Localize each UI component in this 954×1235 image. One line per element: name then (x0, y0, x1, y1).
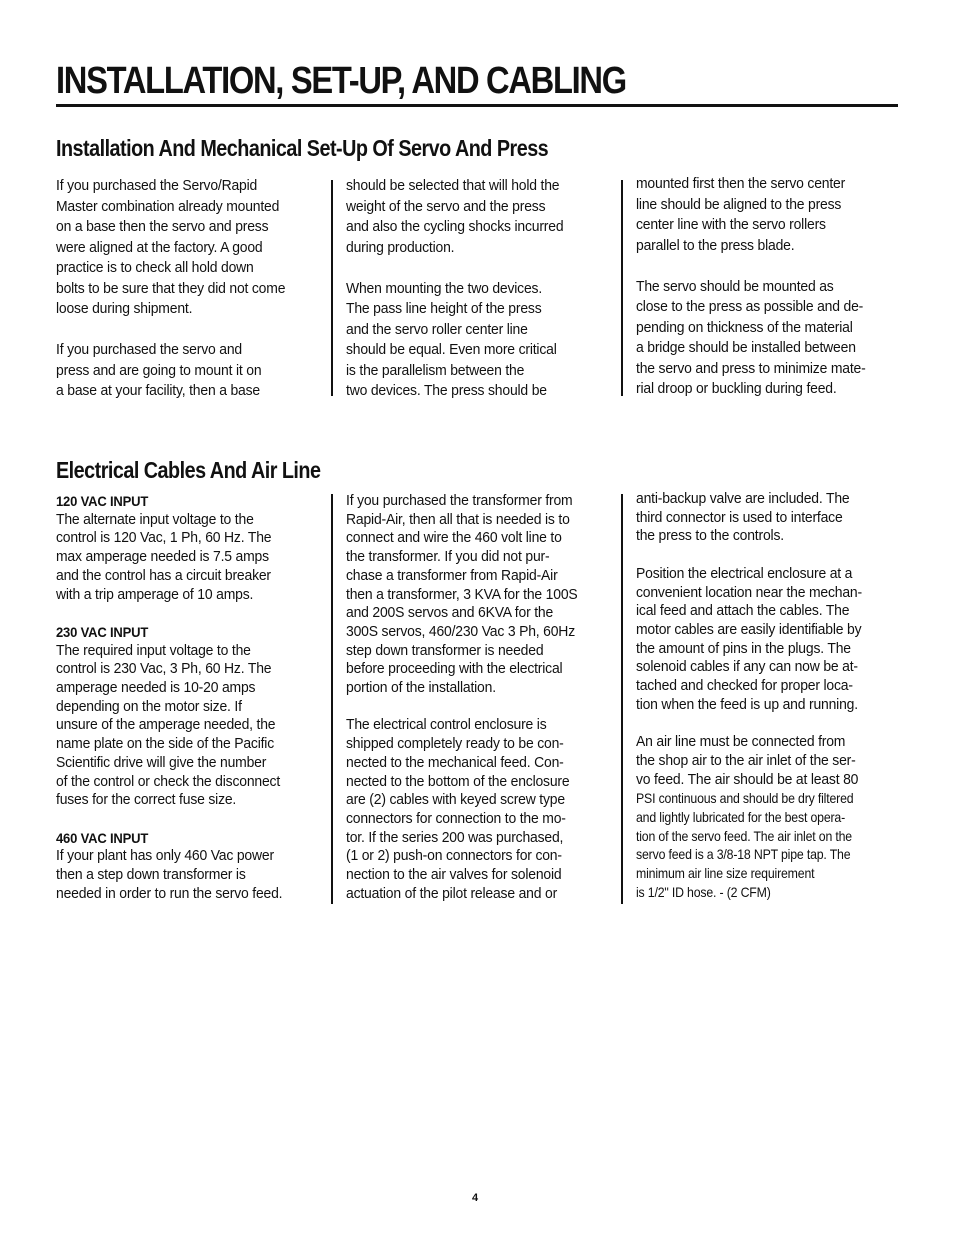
text-line: The electrical control enclosure is (346, 716, 547, 734)
text-line: weight of the servo and the press (346, 197, 546, 215)
paragraph-gap (636, 714, 898, 733)
text-line: the servo and press to minimize mate- (636, 359, 866, 377)
subheading: 120 VAC INPUT (56, 493, 149, 509)
text-line: and 200S servos and 6KVA for the (346, 604, 554, 622)
paragraph-gap (56, 320, 322, 341)
paragraph-gap (56, 810, 322, 829)
text-line: third connector is used to interface (636, 508, 843, 526)
text-line: convenient location near the mechan- (636, 583, 862, 601)
text-line: the press to the controls. (636, 527, 784, 545)
title-divider (56, 104, 898, 107)
text-line: connectors for connection to the mo- (346, 809, 566, 827)
text-line: The servo should be mounted as (636, 277, 834, 295)
text-line: should be selected that will hold the (346, 177, 560, 194)
electrical-column-3 (636, 490, 898, 901)
text-line: nected to the bottom of the enclosure (346, 772, 570, 790)
text-line: center line with the servo rollers (636, 216, 826, 233)
text-line: mounted first then the servo center (636, 175, 846, 192)
text-line: nection to the air valves for solenoid (346, 866, 562, 884)
text-line: If you purchased the transformer from (346, 492, 573, 509)
paragraph-gap (636, 256, 898, 277)
text-line: two devices. The press should be (346, 382, 547, 399)
text-line: solenoid cables if any can now be at- (636, 658, 858, 676)
text-line: (1 or 2) push-on connectors for con- (346, 847, 562, 865)
text-line: PSI continuous and should be dry filtered (636, 790, 854, 807)
text-line: needed in order to run the servo feed. (56, 884, 283, 902)
text-line: minimum air line size requirement (636, 865, 815, 882)
text-line: and the control has a circuit breaker (56, 566, 271, 584)
text-line: during production. (346, 238, 455, 256)
text-line: The alternate input voltage to the (56, 510, 254, 528)
text-line: tion when the feed is up and running. (636, 695, 858, 713)
text-line: motor cables are easily identifiable by (636, 620, 862, 638)
subheading: 230 VAC INPUT (56, 623, 149, 640)
text-line: practice is to check all hold down (56, 259, 254, 276)
text-line: ical feed and attach the cables. The (636, 602, 850, 620)
text-line: parallel to the press blade. (636, 236, 795, 254)
text-line: with a trip amperage of 10 amps. (56, 585, 254, 603)
text-line: are (2) cables with keyed screw type (346, 791, 565, 809)
text-line: line should be aligned to the press (636, 195, 842, 213)
subheading: 460 VAC INPUT (56, 829, 149, 846)
text-line: If you purchased the Servo/Rapid (56, 177, 258, 194)
text-line: close to the press as possible and de- (636, 298, 864, 315)
text-line: control is 120 Vac, 1 Ph, 60 Hz. The (56, 529, 272, 547)
text-line: of the control or check the disconnect (56, 772, 281, 790)
text-line: When mounting the two devices. (346, 279, 543, 297)
text-line: pending on thickness of the material (636, 318, 853, 336)
text-line: The required input voltage to the (56, 641, 251, 659)
page-number: 4 (472, 1192, 479, 1204)
column-divider (621, 180, 623, 396)
text-line: and also the cycling shocks incurred (346, 218, 564, 235)
electrical-column-1 (56, 492, 322, 903)
text-line: An air line must be connected from (636, 733, 846, 751)
text-line: the transformer. If you did not pur- (346, 548, 550, 566)
text-line: the amount of pins in the plugs. The (636, 639, 851, 657)
column-divider (331, 494, 333, 904)
text-line: If your plant has only 460 Vac power (56, 847, 274, 865)
text-line: then a transformer, 3 KVA for the 100S (346, 585, 578, 603)
text-line: servo feed is a 3/8-18 NPT pipe tap. The (636, 846, 851, 863)
text-line: should be equal. Even more critical (346, 341, 557, 358)
text-line: Rapid-Air, then all that is needed is to (346, 510, 570, 528)
text-line: control is 230 Vac, 3 Ph, 60 Hz. The (56, 660, 272, 678)
text-line: tached and checked for proper loca- (636, 677, 853, 695)
text-line: tor. If the series 200 was purchased, (346, 828, 564, 846)
paragraph-gap (346, 698, 614, 717)
installation-column-3 (636, 174, 898, 400)
section-heading-installation: Installation And Mechanical Set-Up Of Servo And Press (56, 135, 549, 161)
column-divider (621, 494, 623, 904)
text-line: 300S servos, 460/230 Vac 3 Ph, 60Hz (346, 622, 575, 640)
text-line: unsure of the amperage needed, the (56, 716, 276, 734)
text-line: on a base then the servo and press (56, 218, 269, 235)
text-line: name plate on the side of the Pacific (56, 735, 275, 753)
text-line: fuses for the correct fuse size. (56, 791, 237, 809)
text-line: is 1/2" ID hose. - (2 CFM) (636, 883, 771, 900)
text-line: Scientific drive will give the number (56, 753, 267, 771)
text-line: Position the electrical enclosure at a (636, 564, 853, 582)
text-line: vo feed. The air should be at least 80 (636, 770, 859, 788)
text-line: If you purchased the servo and (56, 341, 242, 358)
text-line: portion of the installation. (346, 679, 496, 697)
column-divider (331, 180, 333, 396)
text-line: rial droop or buckling during feed. (636, 380, 837, 397)
text-line: were aligned at the factory. A good (56, 238, 263, 256)
text-line: anti-backup valve are included. The (636, 490, 850, 507)
text-line: and the servo roller center line (346, 320, 528, 338)
text-line: The pass line height of the press (346, 300, 542, 317)
section-heading-electrical: Electrical Cables And Air Line (56, 457, 321, 483)
text-line: connect and wire the 460 volt line to (346, 529, 562, 547)
text-line: amperage needed is 10-20 amps (56, 679, 256, 697)
text-line: shipped completely ready to be con- (346, 735, 564, 753)
text-line: press and are going to mount it on (56, 361, 262, 379)
paragraph-gap (636, 546, 898, 565)
text-line: loose during shipment. (56, 300, 193, 317)
page-title: INSTALLATION, SET-UP, AND CABLING (56, 60, 626, 102)
text-line: bolts to be sure that they did not come (56, 279, 286, 297)
text-line: a bridge should be installed between (636, 339, 856, 356)
paragraph-gap (56, 604, 322, 623)
installation-column-2 (346, 176, 614, 402)
paragraph-gap (346, 258, 614, 279)
text-line: the shop air to the air inlet of the ser- (636, 751, 856, 769)
text-line: Master combination already mounted (56, 197, 280, 215)
text-line: chase a transformer from Rapid-Air (346, 566, 558, 584)
text-line: and lightly lubricated for the best opera- (636, 808, 846, 825)
electrical-column-2 (346, 492, 614, 903)
text-line: tion of the servo feed. The air inlet on the (636, 827, 852, 844)
installation-column-1 (56, 176, 322, 402)
text-line: nected to the mechanical feed. Con- (346, 753, 564, 771)
text-line: is the parallelism between the (346, 361, 525, 379)
text-line: a base at your facility, then a base (56, 382, 260, 399)
text-line: actuation of the pilot release and or (346, 884, 558, 902)
text-line: max amperage needed is 7.5 amps (56, 548, 269, 566)
text-line: step down transformer is needed (346, 641, 544, 659)
text-line: before proceeding with the electrical (346, 660, 563, 678)
text-line: depending on the motor size. If (56, 697, 242, 715)
text-line: then a step down transformer is (56, 866, 246, 884)
